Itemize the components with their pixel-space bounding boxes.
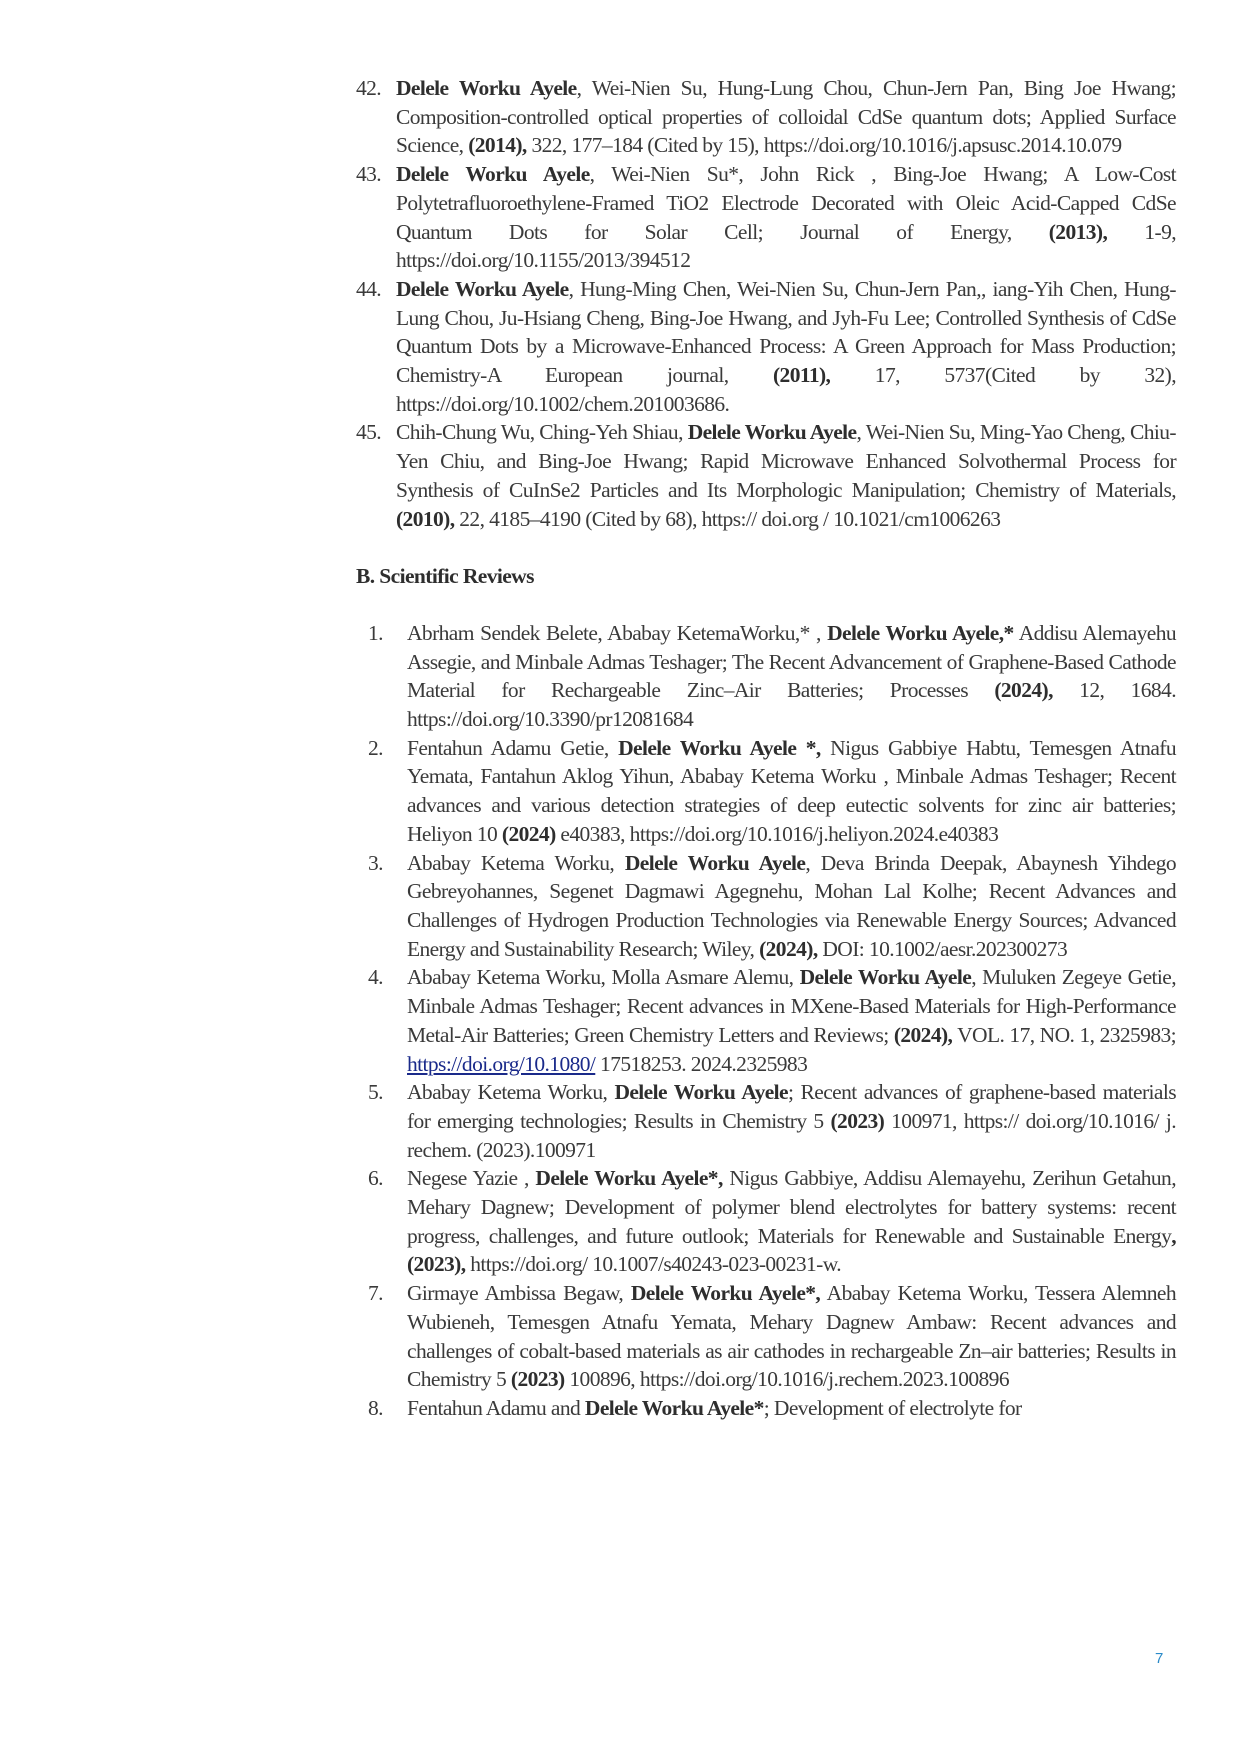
citation-year: (2010), <box>396 506 455 531</box>
publication-item-42 <box>356 74 1176 160</box>
item-number: 4. <box>368 965 383 990</box>
publication-list <box>356 74 1176 533</box>
publication-item-43 <box>356 160 1176 275</box>
citation-text: Nigus Gabbiye Habtu, Temesgen Atnafu Yemata, Fantahun Aklog Yihun, Ababay Ketema Worku , Minbale Admas Teshager; Recent advances and various detection strategies of deep eutectic solvents for zinc air batteries; Heliyon 10 <box>407 735 1176 846</box>
citation-lead: Girmaye Ambissa Begaw, <box>407 1281 631 1306</box>
reviews-list <box>356 619 1176 1423</box>
citation-lead: Fentahun Adamu and <box>407 1395 585 1420</box>
citation-year: (2024), <box>759 936 818 961</box>
citation-after-link: 17518253. 2024.2325983 <box>595 1051 808 1076</box>
citation-text: , Wei-Nien Su, Hung-Lung Chou, Chun-Jern Pan, Bing Joe Hwang; Composition-controlled optical properties of colloidal CdSe quantum dots; Applied Surface Science, <box>396 76 1176 158</box>
citation-text: ; Development of electrolyte for <box>763 1395 1022 1420</box>
review-item <box>356 849 1176 964</box>
section-heading: B. Scientific Reviews <box>356 564 534 589</box>
item-number: 42. <box>356 76 382 100</box>
citation-text: Addisu Alemayehu Assegie, and Minbale Admas Teshager; The Recent Advancement of Graphene-Based Cathode Material for Rechargeable Zinc–Air Batteries; Processes <box>407 620 1176 703</box>
review-item <box>356 619 1176 734</box>
citation-tail: 100971, https:// doi.org/10.1016/ j. rechem. (2023).100971 <box>407 1108 1176 1162</box>
citation-text: ; Recent advances of graphene-based materials for emerging technologies; Results in Chemistry 5 <box>407 1080 1176 1133</box>
citation-lead: Ababay Ketema Worku, <box>407 1080 615 1105</box>
review-item <box>356 1394 1176 1423</box>
citation-tail: 100896, https://doi.org/10.1016/j.rechem.2023.100896 <box>564 1367 1009 1392</box>
publication-item-44 <box>356 275 1176 419</box>
citation-tail: 1-9, https://doi.org/10.1155/2013/394512 <box>396 219 1176 273</box>
item-number: 7. <box>368 1281 383 1306</box>
highlighted-author: Delele Worku Ayele <box>624 850 806 875</box>
publication-item-45 <box>356 418 1176 533</box>
citation-lead: Abrham Sendek Belete, Ababay KetemaWorku,* , <box>407 620 828 645</box>
review-item <box>356 1164 1176 1279</box>
citation-lead: Fentahun Adamu Getie, <box>407 735 619 760</box>
citation-tail: 12, 1684. https://doi.org/10.3390/pr12081684 <box>407 678 1176 732</box>
highlighted-author: Delele Worku Ayele <box>799 965 972 990</box>
citation-lead: Negese Yazie , <box>407 1166 536 1191</box>
highlighted-author: Delele Worku Ayele <box>396 76 577 100</box>
page-number: 7 <box>1155 1650 1164 1667</box>
item-number: 6. <box>368 1166 383 1191</box>
citation-text: , Muluken Zegeye Getie, Minbale Admas Teshager; Recent advances in MXene-Based Materials for High-Performance Metal-Air Batteries; Green Chemistry Letters and Reviews; <box>407 965 1176 1047</box>
item-number: 1. <box>368 620 383 645</box>
highlighted-author: Delele Worku Ayele <box>687 420 857 445</box>
citation-year: (2023) <box>510 1367 565 1392</box>
highlighted-author: Delele Worku Ayele,* <box>827 620 1014 645</box>
item-number: 8. <box>368 1395 383 1420</box>
citation-tail: 322, 177–184 (Cited by 15), https://doi.org/10.1016/j.apsusc.2014.10.079 <box>526 133 1122 158</box>
citation-year: (2023) <box>830 1108 885 1133</box>
citation-text: , Deva Brinda Deepak, Abaynesh Yihdego Gebreyohannes, Segenet Dagmawi Agegnehu, Mohan Lal Kolhe; Recent Advances and Challenges of Hydrogen Production Technologies via Renewable Energy Sources; Advanced Energy and Sustainability Research; Wiley, <box>407 850 1176 961</box>
highlighted-author: Delele Worku Ayele*, <box>630 1281 821 1306</box>
citation-text: , Hung-Ming Chen, Wei-Nien Su, Chun-Jern Pan,, iang-Yih Chen, Hung-Lung Chou, Ju-Hsiang Cheng, Bing-Joe Hwang, and Jyh-Fu Lee; Controlled Synthesis of CdSe Quantum Dots by a Microwave-Enhanced Process: A Green Approach for Mass Production; Chemistry-A European journal, <box>396 276 1176 388</box>
review-item <box>356 1078 1176 1164</box>
item-number: 45. <box>356 420 382 445</box>
citation-text: , Wei-Nien Su*, John Rick , Bing-Joe Hwang; A Low-Cost Polytetrafluoroethylene-Framed TiO2 Electrode Decorated with Oleic Acid-Capped CdSe Quantum Dots for Solar Cell; Journal of Energy, <box>396 162 1176 244</box>
citation-year: (2024), <box>893 1022 953 1047</box>
highlighted-author: Delele Worku Ayele <box>396 162 590 187</box>
citation-lead: Chih-Chung Wu, Ching-Yeh Shiau, <box>396 420 688 445</box>
page-content <box>356 74 1176 1423</box>
citation-lead: Ababay Ketema Worku, Molla Asmare Alemu, <box>407 965 800 990</box>
citation-text: Nigus Gabbiye, Addisu Alemayehu, Zerihun Getahun, Mehary Dagnew; Development of polymer blend electrolytes for battery systems: recent progress, challenges, and future outlook; Materials for Renewable and Sustainable Energy <box>407 1166 1176 1248</box>
citation-year: (2014), <box>468 133 527 158</box>
citation-year: ,(2023), <box>407 1223 1176 1277</box>
highlighted-author: Delele Worku Ayele <box>396 276 569 301</box>
item-number: 5. <box>368 1080 383 1105</box>
citation-tail: https://doi.org/ 10.1007/s40243-023-00231-w. <box>465 1252 842 1277</box>
citation-year: (2024), <box>994 678 1053 703</box>
citation-tail: 17, 5737(Cited by 32), https://doi.org/10.1002/chem.201003686. <box>396 363 1177 416</box>
highlighted-author: Delele Worku Ayele*, <box>535 1166 723 1191</box>
citation-text: , Wei-Nien Su, Ming-Yao Cheng, Chiu-Yen Chiu, and Bing-Joe Hwang; Rapid Microwave Enhanced Solvothermal Process for Synthesis of CuInSe2 Particles and Its Morphologic Manipulation; Chemistry of Materials, <box>396 420 1176 502</box>
item-number: 3. <box>368 850 383 875</box>
review-item <box>356 963 1176 1078</box>
review-item <box>356 734 1176 849</box>
citation-tail: e40383, https://doi.org/10.1016/j.heliyon.2024.e40383 <box>555 821 999 846</box>
highlighted-author: Delele Worku Ayele* <box>584 1395 764 1420</box>
review-item <box>356 1279 1176 1394</box>
highlighted-author: Delele Worku Ayele <box>614 1080 788 1105</box>
citation-year: (2011), <box>773 363 831 388</box>
highlighted-author: Delele Worku Ayele *, <box>618 735 821 760</box>
citation-lead: Ababay Ketema Worku, <box>407 850 625 875</box>
citation-tail: DOI: 10.1002/aesr.202300273 <box>817 936 1068 961</box>
citation-tail: 22, 4185–4190 (Cited by 68), https:// doi.org / 10.1021/cm1006263 <box>454 506 1001 531</box>
citation-year: (2013), <box>1048 219 1108 244</box>
citation-year: (2024) <box>501 821 556 846</box>
doi-link[interactable]: https://doi.org/10.1080/ <box>407 1051 596 1076</box>
citation-tail: VOL. 17, NO. 1, 2325983; <box>952 1022 1176 1047</box>
item-number: 43. <box>356 162 382 187</box>
item-number: 44. <box>356 276 382 301</box>
citation-text: Ababay Ketema Worku, Tessera Alemneh Wubieneh, Temesgen Atnafu Yemata, Mehary Dagnew Ambaw: Recent advances and challenges of cobalt-based materials as air cathodes in rechargeable Zn–air batteries; Results in Chemistry 5 <box>407 1281 1176 1392</box>
item-number: 2. <box>368 735 383 760</box>
